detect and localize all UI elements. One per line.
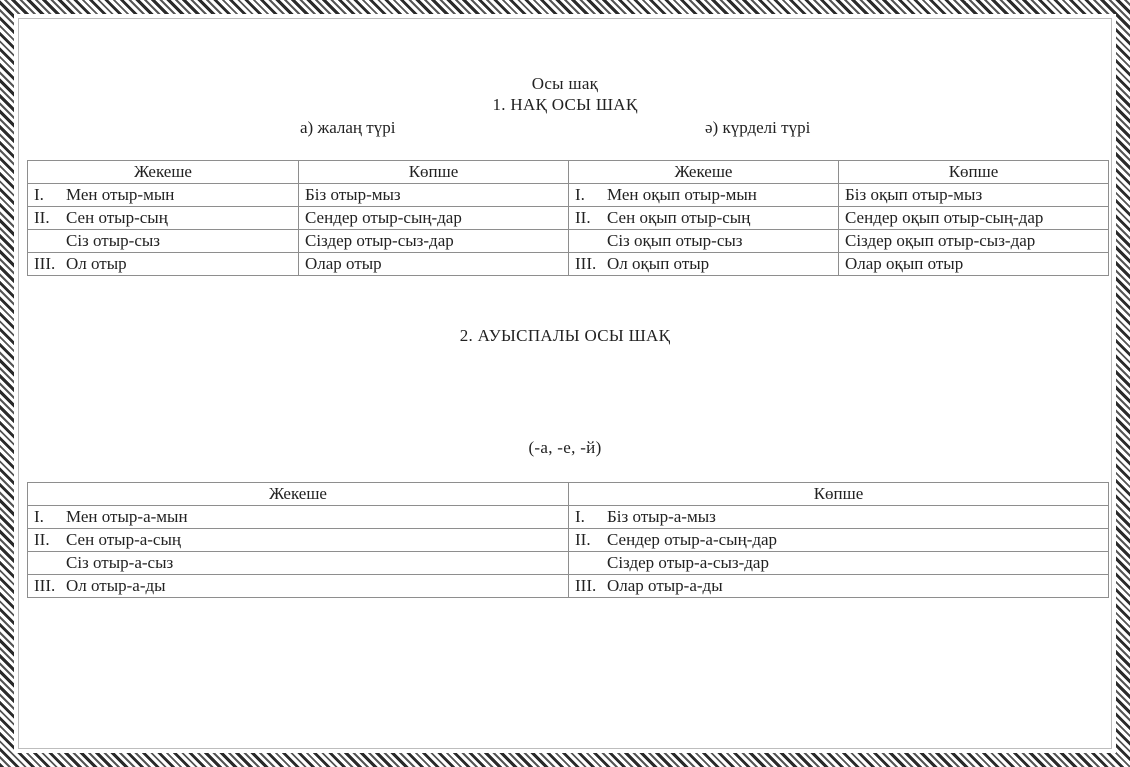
- table-row: [28, 575, 1109, 598]
- table-cell: [569, 529, 1109, 552]
- table-cell: Біз отыр-мыз: [299, 184, 569, 207]
- table-cell: Сендер отыр-сың-дар: [299, 207, 569, 230]
- section1-table: [27, 160, 1109, 276]
- table-cell: Сіз оқып отыр-сыз: [569, 230, 839, 253]
- table-cell: Сіздер отыр-сыз-дар: [299, 230, 569, 253]
- table-row: [28, 552, 1109, 575]
- cell-text: Олар отыр-а-ды: [607, 576, 723, 595]
- table-row: [28, 506, 1109, 529]
- table-cell: Сіз отыр-а-сыз: [28, 552, 569, 575]
- person-number: III.: [575, 254, 597, 273]
- table-cell: [569, 575, 1109, 598]
- cell-text: Сен отыр-а-сың: [66, 530, 181, 549]
- person-number: III.: [575, 576, 597, 595]
- table-cell: [28, 529, 569, 552]
- table-cell: [28, 253, 299, 276]
- column-header: Жекеше: [569, 161, 839, 184]
- column-header: Көпше: [839, 161, 1109, 184]
- table-cell: [569, 253, 839, 276]
- person-number: I.: [34, 507, 44, 526]
- table-cell: [28, 184, 299, 207]
- page-heading: Осы шақ: [531, 74, 599, 93]
- table-cell: [569, 506, 1109, 529]
- table-cell: Олар оқып отыр: [839, 253, 1109, 276]
- section1-title: 1. НАҚ ОСЫ ШАҚ: [492, 95, 638, 114]
- section2-title: 2. АУЫСПАЛЫ ОСЫ ШАҚ: [459, 326, 671, 345]
- table-cell: Біз оқып отыр-мыз: [839, 184, 1109, 207]
- table-cell: Олар отыр: [299, 253, 569, 276]
- person-number: I.: [34, 185, 44, 204]
- column-header: Көпше: [299, 161, 569, 184]
- table-cell: [569, 207, 839, 230]
- table-row: [28, 207, 1109, 230]
- section1-right-subtitle: ә) күрделі түрі: [705, 118, 811, 137]
- table-cell: Сендер оқып отыр-сың-дар: [839, 207, 1109, 230]
- cell-text: Ол отыр-а-ды: [66, 576, 166, 595]
- section1-left-subtitle: а) жалаң түрі: [300, 118, 396, 137]
- person-number: II.: [34, 530, 50, 549]
- cell-text: Мен отыр-а-мын: [66, 507, 188, 526]
- person-number: II.: [575, 530, 591, 549]
- column-header: Жекеше: [28, 483, 569, 506]
- table-row: [28, 184, 1109, 207]
- cell-text: Мен оқып отыр-мын: [607, 185, 757, 204]
- table-cell: [28, 575, 569, 598]
- table-row: [28, 529, 1109, 552]
- cell-text: Сендер отыр-а-сың-дар: [607, 530, 778, 549]
- person-number: III.: [34, 576, 56, 595]
- column-header: Жекеше: [28, 161, 299, 184]
- cell-text: Ол оқып отыр: [607, 254, 710, 273]
- cell-text: Сен отыр-сың: [66, 208, 168, 227]
- cell-text: Мен отыр-мын: [66, 185, 175, 204]
- person-number: I.: [575, 185, 585, 204]
- table-header-row: [28, 161, 1109, 184]
- table-cell: Сіздер отыр-а-сыз-дар: [569, 552, 1109, 575]
- person-number: III.: [34, 254, 56, 273]
- section2-suffixes: (-а, -е, -й): [528, 438, 602, 457]
- person-number: II.: [575, 208, 591, 227]
- table-cell: [28, 506, 569, 529]
- table-cell: Сіздер оқып отыр-сыз-дар: [839, 230, 1109, 253]
- table-cell: [569, 184, 839, 207]
- person-number: II.: [34, 208, 50, 227]
- person-number: I.: [575, 507, 585, 526]
- cell-text: Ол отыр: [66, 254, 127, 273]
- section2-table: [27, 482, 1109, 598]
- table-row: [28, 253, 1109, 276]
- column-header: Көпше: [569, 483, 1109, 506]
- table-cell: Сіз отыр-сыз: [28, 230, 299, 253]
- table-row: [28, 230, 1109, 253]
- table-header-row: [28, 483, 1109, 506]
- cell-text: Біз отыр-а-мыз: [607, 507, 716, 526]
- cell-text: Сен оқып отыр-сың: [607, 208, 751, 227]
- table-cell: [28, 207, 299, 230]
